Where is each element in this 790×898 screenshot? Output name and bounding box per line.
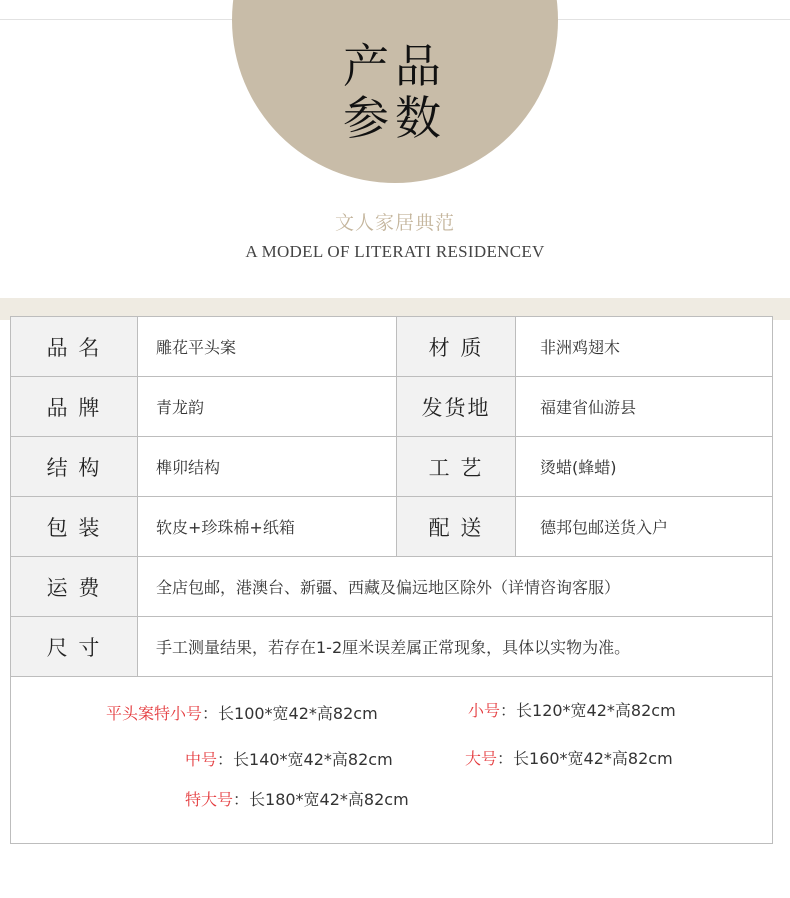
size-item (106, 701, 378, 724)
value-packaging: 软皮+珍珠棉+纸箱 (156, 518, 295, 537)
label-product-name: 品 名 (11, 317, 138, 376)
label-craft: 工 艺 (396, 437, 516, 496)
value-ship-from: 福建省仙游县 (540, 398, 637, 417)
value-delivery: 德邦包邮送货入户 (540, 518, 669, 537)
size-dims: ：长140*宽42*高82cm (217, 750, 393, 769)
subtitle-english: A MODEL OF LITERATI RESIDENCEV (245, 242, 545, 261)
value-structure: 榫卯结构 (156, 458, 221, 477)
size-item (465, 746, 673, 769)
size-name: 平头案特小号 (106, 704, 203, 723)
label-shipping-fee: 运 费 (11, 557, 138, 616)
value-product-name: 雕花平头案 (156, 338, 237, 357)
label-brand: 品 牌 (11, 377, 138, 436)
label-packaging: 包 装 (11, 497, 138, 556)
size-name: 大号 (465, 749, 498, 768)
spec-row (11, 497, 772, 557)
size-name: 小号 (468, 701, 501, 720)
size-item (468, 698, 676, 721)
size-dims: ：长180*宽42*高82cm (233, 790, 409, 809)
value-size-note: 手工测量结果，若存在1-2厘米误差属正常现象，具体以实物为准。 (156, 638, 631, 657)
label-material: 材 质 (396, 317, 516, 376)
spec-row-size-note (11, 617, 772, 677)
label-delivery: 配 送 (396, 497, 516, 556)
spec-row (11, 377, 772, 437)
size-dims: ：长160*宽42*高82cm (497, 749, 673, 768)
label-size: 尺 寸 (11, 617, 138, 676)
badge-title-line2: 参数 (343, 91, 447, 145)
spec-row-shipping (11, 557, 772, 617)
label-ship-from: 发货地 (396, 377, 516, 436)
size-name: 特大号 (185, 790, 234, 809)
value-material: 非洲鸡翅木 (540, 338, 621, 357)
spec-row (11, 317, 772, 377)
size-item (185, 787, 409, 810)
badge-title-line1: 产品 (343, 39, 447, 93)
subtitle-chinese: 文人家居典范 (334, 212, 455, 234)
size-dims: ：长100*宽42*高82cm (202, 704, 378, 723)
size-item (185, 747, 393, 770)
size-name: 中号 (185, 750, 218, 769)
size-dims: ：长120*宽42*高82cm (500, 701, 676, 720)
spec-row (11, 437, 772, 497)
spec-table (10, 316, 773, 844)
size-list (11, 678, 772, 844)
value-shipping-fee: 全店包邮，港澳台、新疆、西藏及偏远地区除外（详情咨询客服） (156, 578, 621, 597)
value-craft: 烫蜡(蜂蜡) (540, 458, 617, 477)
label-structure: 结 构 (11, 437, 138, 496)
value-brand: 青龙韵 (156, 398, 205, 417)
